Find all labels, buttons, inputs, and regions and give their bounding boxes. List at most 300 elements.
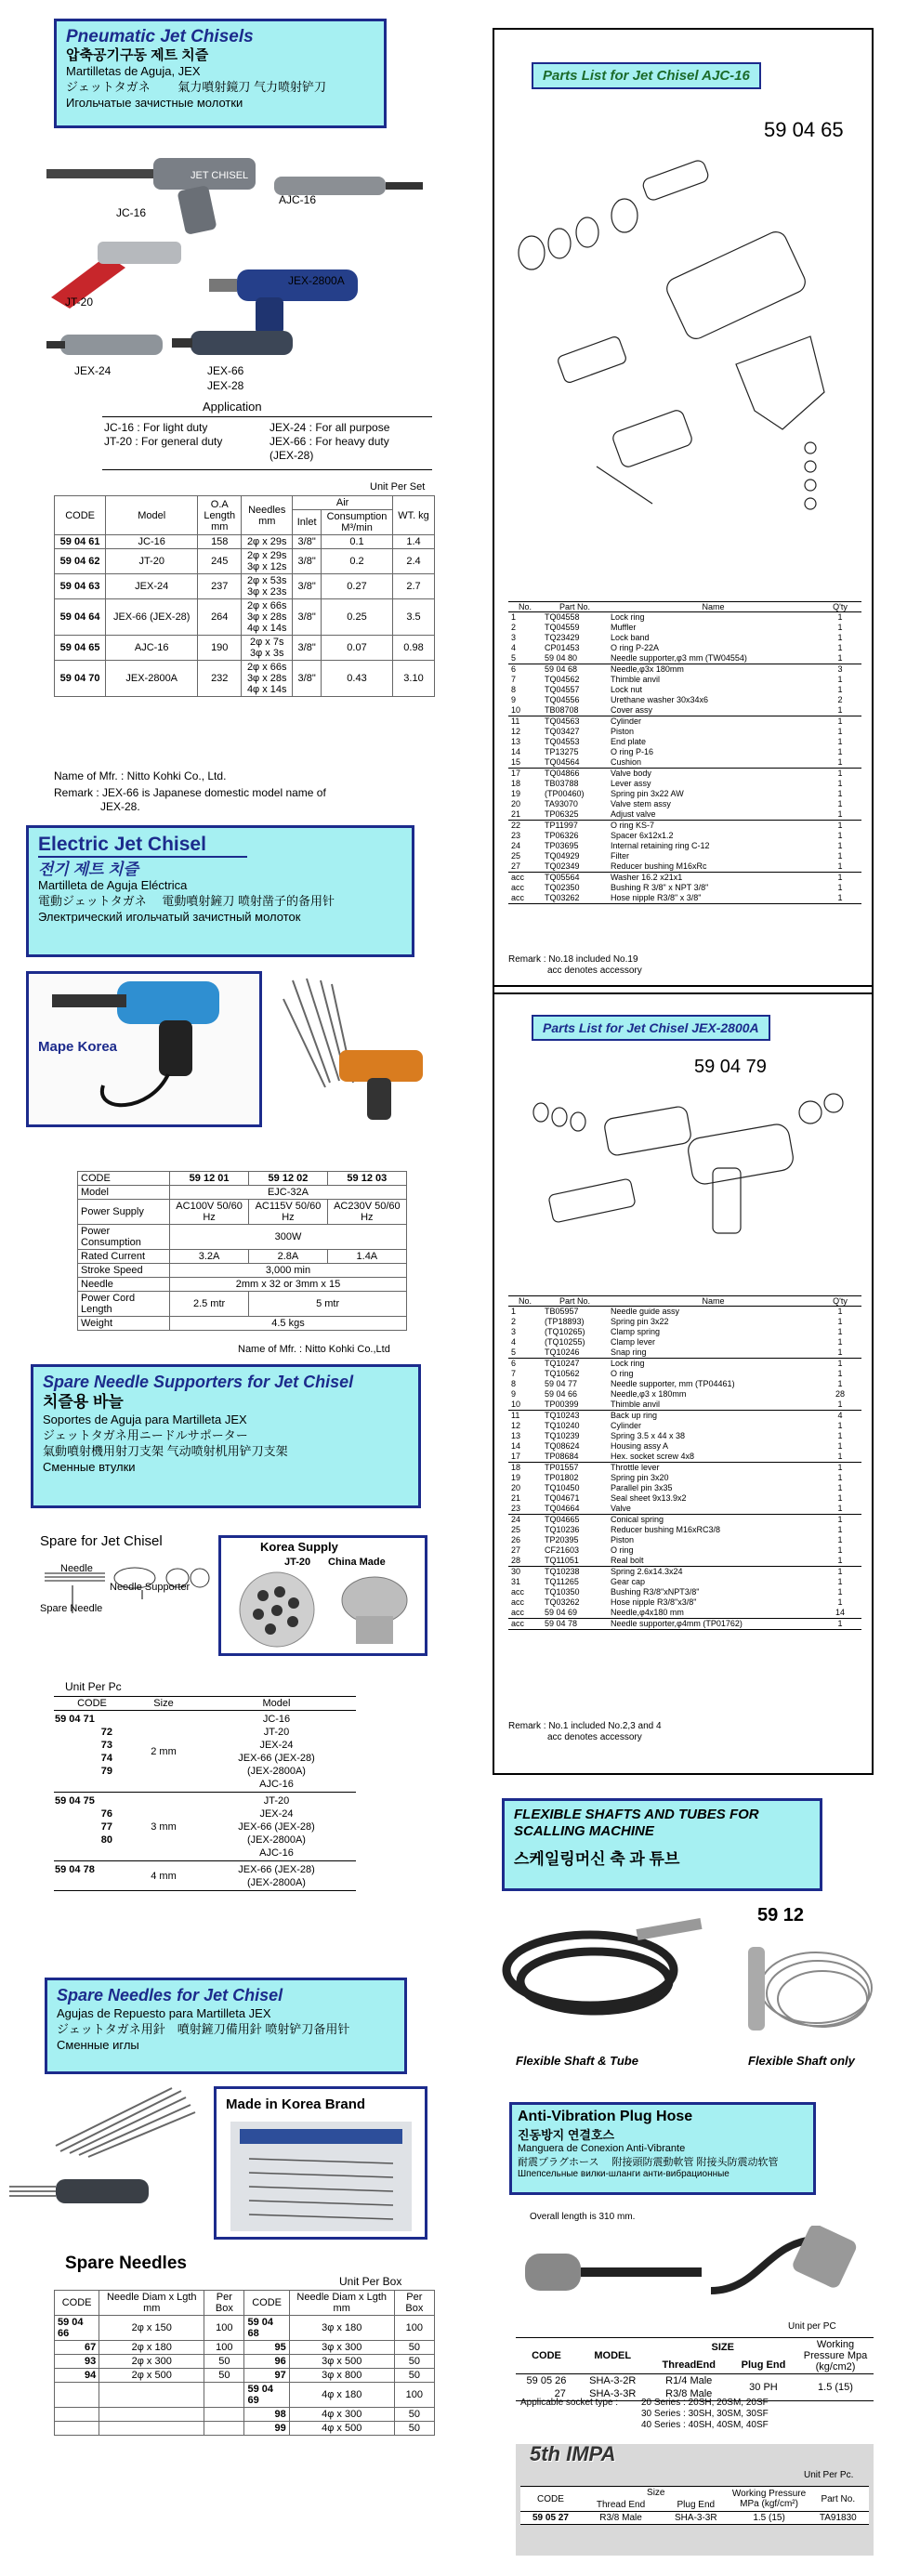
needle-spec: 2φ x 66s (246, 662, 287, 673)
part-code: TQ03262 (545, 893, 580, 902)
table-row (508, 883, 861, 893)
table-row (78, 1200, 407, 1225)
table-row (55, 2383, 435, 2408)
application-box (102, 416, 432, 470)
part-code: TQ02349 (545, 861, 580, 871)
pneumatic-russian: Игольчатые зачистные молотки (66, 96, 243, 110)
part-qty: 1 (837, 1359, 843, 1368)
th-oa: O.A Length mm (198, 496, 242, 535)
table-row (508, 737, 861, 747)
sn-cell: 4φ x 500 (289, 2422, 394, 2436)
antivib-applicable-40: 40 Series : 40SH, 40SM, 40SF (641, 2420, 769, 2430)
part-qty: 1 (837, 841, 843, 850)
cell-consumption: 0.27 (322, 574, 393, 599)
impa-part: TA91830 (819, 2513, 857, 2523)
table-row (508, 893, 861, 904)
table-row (508, 779, 861, 789)
part-code: TB03788 (545, 779, 579, 788)
cell-inlet: 3/8" (293, 636, 322, 661)
parts-jex-frame (493, 985, 874, 1775)
table-row (508, 1504, 861, 1515)
part-code: TP01802 (545, 1473, 579, 1482)
cell-consumption: 0.25 (322, 599, 393, 636)
part-no: 15 (511, 757, 521, 767)
part-name: Reducer bushing M16xRc (611, 861, 707, 871)
part-qty: 1 (837, 727, 843, 736)
part-qty: 1 (837, 705, 843, 715)
part-qty: 1 (837, 873, 843, 882)
flex-korean: 스케일링머신 축 과 튜브 (514, 1850, 680, 1868)
table-row (508, 727, 861, 737)
part-name: Internal retaining ring C-12 (611, 841, 710, 850)
electric-russian: Электрический игольчатый зачистный молоток (38, 910, 301, 924)
part-no: 30 (511, 1567, 521, 1576)
sn-header: CODE (244, 2291, 289, 2316)
sn-cell: 93 (55, 2355, 99, 2369)
table-row (508, 1389, 861, 1400)
part-qty: 1 (837, 809, 843, 819)
table-row (508, 841, 861, 851)
electric-chisel-photo (274, 971, 441, 1127)
av-th-thread: ThreadEnd (662, 2359, 716, 2371)
av-pressure: 1.5 (15) (818, 2382, 853, 2393)
table-row (508, 716, 861, 728)
part-no: 5 (511, 1347, 517, 1357)
cell-value: 3,000 min (169, 1264, 406, 1278)
sn-header: Per Box (204, 2291, 244, 2316)
table-row (508, 1327, 861, 1337)
sn-cell: 2φ x 500 (99, 2369, 204, 2383)
part-name: Spacer 6x12x1.2 (611, 831, 674, 840)
sn-cell (99, 2408, 204, 2422)
electric-mfr: Name of Mfr. : Nitto Kohki Co.,Ltd (238, 1344, 390, 1355)
part-qty: 1 (837, 1431, 843, 1440)
th-inlet: Inlet (293, 510, 322, 535)
table-row (78, 1292, 407, 1317)
model-value: JEX-24 (259, 1740, 294, 1751)
supporters-table (54, 1696, 356, 1891)
elec-th-code: CODE (78, 1172, 170, 1186)
table-row (508, 1307, 861, 1318)
model-value: AJC-16 (259, 1847, 294, 1859)
part-qty: 1 (837, 685, 843, 694)
needle-spec: 2φ x 53s (246, 575, 287, 586)
part-code: TB05957 (545, 1307, 579, 1316)
table-row (78, 1317, 407, 1331)
cell-models (197, 1711, 356, 1793)
cell-size: 4 mm (151, 1870, 177, 1882)
part-code: TQ10562 (545, 1369, 580, 1378)
part-code: TQ03262 (545, 1597, 580, 1607)
application-heading: Application (203, 400, 262, 414)
cell-wt: 2.4 (393, 549, 435, 574)
table-row (508, 757, 861, 769)
code-value: 79 (100, 1766, 112, 1777)
part-code: TQ10247 (545, 1359, 580, 1368)
part-qty: 1 (837, 861, 843, 871)
diagram-label-needle-supporter: Needle Supporter (110, 1582, 191, 1593)
part-code: TQ04665 (545, 1515, 580, 1524)
impa-code: 59 05 27 (532, 2513, 569, 2523)
spare-needles-title: Spare Needles for Jet Chisel (57, 1986, 283, 2004)
spare-needles-unit: Unit Per Box (339, 2275, 402, 2288)
part-no: 12 (511, 727, 521, 736)
table-row (508, 1337, 861, 1347)
part-qty: 1 (837, 643, 843, 652)
part-no: acc (511, 883, 525, 892)
sup-th-model: Model (262, 1698, 291, 1709)
part-no: 3 (511, 1327, 517, 1336)
code-value: 77 (100, 1821, 112, 1833)
table-row (508, 1421, 861, 1431)
av-thread-1: R1/4 Male (665, 2375, 713, 2386)
pneumatic-unit: Unit Per Set (370, 481, 426, 493)
part-no: acc (511, 893, 525, 902)
part-no: 17 (511, 769, 521, 778)
cell-label: Power Consumption (78, 1225, 170, 1250)
cell-model: JEX-66 (JEX-28) (106, 599, 198, 636)
cell-needles (242, 636, 293, 661)
part-code: TQ10243 (545, 1411, 580, 1420)
cell-value: AC230V 50/60 Hz (327, 1200, 406, 1225)
table-row (508, 809, 861, 821)
sn-cell: 50 (394, 2408, 434, 2422)
cell-size: 3 mm (151, 1820, 177, 1833)
part-code: TQ04866 (545, 769, 580, 778)
table-row (508, 643, 861, 653)
sn-cell: 50 (394, 2369, 434, 2383)
part-qty: 1 (837, 757, 843, 767)
part-code: TP06325 (545, 809, 579, 819)
part-no: 11 (511, 1411, 520, 1420)
table-row (78, 1278, 407, 1292)
part-name: O ring P-22A (611, 643, 660, 652)
part-name: Cover assy (611, 705, 653, 715)
spare-needles-spanish: Agujas de Repuesto para Martilleta JEX (57, 2006, 271, 2020)
cell-consumption: 0.2 (322, 549, 393, 574)
table-row (55, 549, 435, 574)
cell-value: 4.5 kgs (169, 1317, 406, 1331)
impa-plug: SHA-3-3R (675, 2513, 717, 2523)
cell-oa: 237 (198, 574, 242, 599)
part-no: 17 (511, 1452, 521, 1461)
sn-cell: 59 04 68 (244, 2316, 289, 2341)
code-value: 59 04 71 (55, 1714, 95, 1725)
antivib-applicable (520, 2398, 769, 2430)
flex-title-2: SCALLING MACHINE (514, 1823, 654, 1839)
part-no: acc (511, 873, 525, 882)
code-value: 72 (100, 1727, 112, 1738)
part-name: Hose nipple R3/8"x3/8" (611, 1597, 697, 1607)
part-qty: 1 (837, 1483, 843, 1492)
part-code: 59 04 66 (545, 1389, 578, 1399)
table-row (55, 2355, 435, 2369)
code-value: 76 (100, 1808, 112, 1820)
part-code: TP06326 (545, 831, 579, 840)
cell-wt: 3.10 (393, 661, 435, 697)
part-code: 59 04 68 (545, 664, 578, 674)
impa-box (516, 2444, 874, 2556)
part-code: TP03695 (545, 841, 579, 850)
supporters-russian: Сменные втулки (43, 1460, 136, 1474)
spare-needles-heading: Spare Needles (65, 2254, 187, 2273)
cell-wt: 1.4 (393, 535, 435, 549)
cell-value: EJC-32A (169, 1186, 406, 1200)
cell-code: 59 04 63 (55, 574, 106, 599)
sn-cell: 4φ x 300 (289, 2408, 394, 2422)
pneumatic-remark-line2: JEX-28. (100, 800, 140, 813)
part-qty: 1 (837, 747, 843, 756)
cell-model: AJC-16 (106, 636, 198, 661)
part-qty: 1 (837, 883, 843, 892)
impa-table (520, 2486, 869, 2525)
impa-th-code: CODE (537, 2493, 564, 2504)
cell-code: 59 04 70 (55, 661, 106, 697)
part-code: TP13275 (545, 747, 579, 756)
part-code: TP11997 (545, 821, 578, 830)
part-no: 7 (511, 1369, 517, 1378)
part-no: 5 (511, 653, 517, 663)
part-qty: 1 (837, 1452, 843, 1461)
cell-value: 3.2A (169, 1250, 248, 1264)
model-value: (JEX-2800A) (247, 1766, 306, 1777)
supporters-spanish: Soportes de Aguja para Martilleta JEX (43, 1413, 247, 1426)
part-qty: 1 (837, 779, 843, 788)
part-name: Spring 2.6x14.3x24 (611, 1567, 683, 1576)
part-no: 3 (511, 633, 517, 642)
table-row (54, 1793, 356, 1861)
impa-th-plug: Plug End (677, 2500, 716, 2510)
part-name: Reducer bushing M16xRC3/8 (611, 1525, 721, 1534)
pneumatic-mfr: Name of Mfr. : Nitto Kohki Co., Ltd. (54, 769, 227, 782)
part-name: Cushion (611, 757, 642, 767)
needle-spec: 3φ x 28s (246, 611, 287, 623)
th-needles: Needles mm (242, 496, 293, 535)
parts-jex-table (508, 1295, 861, 1630)
part-no: 25 (511, 851, 521, 861)
model-value: JT-20 (263, 1795, 290, 1807)
part-no: 19 (511, 789, 521, 798)
cell-code: 59 04 65 (55, 636, 106, 661)
ajc-th-name: Name (608, 602, 819, 612)
table-row (508, 1577, 861, 1587)
jex-th-name: Name (608, 1296, 819, 1307)
cell-label: Rated Current (78, 1250, 170, 1264)
part-name: Parallel pin 3x35 (611, 1483, 673, 1492)
cell-label: Stroke Speed (78, 1264, 170, 1278)
part-name: O ring (611, 1369, 634, 1378)
part-no: acc (511, 1587, 525, 1597)
part-code: 59 04 77 (545, 1379, 578, 1388)
part-name: Muffler (611, 623, 637, 632)
av-code-2: 27 (554, 2388, 566, 2399)
pneumatic-table (54, 495, 435, 697)
spare-needles-title-box (45, 1978, 407, 2074)
model-value: JEX-24 (259, 1808, 294, 1820)
part-name: Lever assy (611, 779, 651, 788)
pneumatic-remark-line1: Remark : JEX-66 is Japanese domestic model name of (54, 786, 326, 799)
model-value: (JEX-2800A) (247, 1877, 306, 1888)
label-jex66: JEX-66 (207, 364, 244, 377)
part-code: CF21603 (545, 1545, 580, 1555)
diagram-label-needle: Needle (60, 1563, 93, 1574)
part-no: 27 (511, 861, 521, 871)
part-name: Spring pin 3x22 AW (611, 789, 684, 798)
cell-inlet: 3/8" (293, 535, 322, 549)
part-no: 18 (511, 779, 521, 788)
part-no: 21 (511, 809, 521, 819)
needle-spec: 3φ x 23s (246, 586, 287, 598)
part-qty: 1 (837, 821, 843, 830)
antivib-applicable-label: Applicable socket type : (520, 2398, 619, 2408)
th-wt: WT. kg (393, 496, 435, 535)
part-code: 59 04 69 (545, 1608, 578, 1617)
korea-supply-label: Korea Supply (260, 1540, 338, 1554)
sn-cell (55, 2422, 99, 2436)
cell-needles (242, 661, 293, 697)
table-row (508, 612, 861, 624)
part-qty: 1 (837, 612, 843, 622)
table-row (55, 636, 435, 661)
sn-cell: 3φ x 500 (289, 2355, 394, 2369)
part-no: 4 (511, 1337, 517, 1347)
part-qty: 1 (837, 1337, 843, 1347)
cell-value: 2.8A (249, 1250, 327, 1264)
part-code: 59 04 78 (545, 1619, 578, 1628)
electric-title-box (26, 825, 414, 957)
table-row (508, 1473, 861, 1483)
part-code: TQ23429 (545, 633, 580, 642)
pneumatic-title: Pneumatic Jet Chisels (66, 27, 254, 46)
table-row (78, 1250, 407, 1264)
korea-brand-frame (214, 2086, 427, 2240)
cell-codes (54, 1793, 130, 1861)
part-qty: 1 (837, 831, 843, 840)
part-name: Needle,φ4x180 mm (611, 1608, 684, 1617)
antivib-title: Anti-Vibration Plug Hose (518, 2109, 693, 2124)
part-code: TQ04553 (545, 737, 580, 746)
cell-inlet: 3/8" (293, 574, 322, 599)
table-row (508, 1619, 861, 1630)
antivib-applicable-20: 20 Series : 20SH, 20SM, 20SF (641, 2398, 769, 2408)
cell-model: JEX-24 (106, 574, 198, 599)
sn-cell: 3φ x 800 (289, 2369, 394, 2383)
part-name: Cylinder (611, 1421, 642, 1430)
cell-needles (242, 574, 293, 599)
jex-th-qty: Q'ty (819, 1296, 861, 1307)
model-value: JEX-66 (JEX-28) (238, 1864, 315, 1875)
supporters-chinese: 氣動噴射機用射刀支架 气动喷射机用铲刀支架 (43, 1444, 288, 1458)
table-row (508, 1483, 861, 1493)
impa-title: 5th IMPA (530, 2442, 616, 2465)
table-row (508, 675, 861, 685)
part-qty: 1 (837, 1545, 843, 1555)
table-row (508, 653, 861, 664)
part-name: Needle supporter, mm (TP04461) (611, 1379, 735, 1388)
supporters-title: Spare Needle Supporters for Jet Chisel (43, 1373, 354, 1391)
impa-pressure: 1.5 (15) (753, 2513, 785, 2523)
sn-cell: 100 (394, 2383, 434, 2408)
part-name: Throttle lever (611, 1463, 660, 1472)
spare-needles-table (54, 2290, 435, 2436)
part-qty: 1 (837, 1619, 843, 1628)
supporters-diagram (40, 1533, 217, 1659)
part-code: TQ04563 (545, 716, 580, 726)
part-name: Snap ring (611, 1347, 647, 1357)
diagram-label-spare-needle: Spare Needle (40, 1603, 103, 1614)
part-name: Washer 16.2 x21x1 (611, 873, 683, 882)
table-row (508, 1411, 861, 1422)
part-no: 21 (511, 1493, 521, 1503)
part-name: Clamp lever (611, 1337, 656, 1347)
antivib-spanish: Manguera de Conexion Anti-Vibrante (518, 2143, 686, 2154)
application-jex24: JEX-24 : For all purpose (269, 421, 390, 434)
jex-th-part: Part No. (542, 1296, 608, 1307)
cell-code: 59 04 62 (55, 549, 106, 574)
flex-code: 59 12 (757, 1905, 805, 1925)
table-row (508, 821, 861, 832)
table-row (508, 695, 861, 705)
part-name: Thimble anvil (611, 1400, 661, 1409)
model-value: (JEX-2800A) (247, 1834, 306, 1846)
cell-codes (54, 1861, 130, 1891)
part-code: TQ10450 (545, 1483, 580, 1492)
th-air: Air (293, 496, 393, 510)
part-name: Filter (611, 851, 629, 861)
part-qty: 1 (837, 675, 843, 684)
table-row (508, 1493, 861, 1504)
part-qty: 1 (837, 1307, 843, 1316)
table-row (55, 2341, 435, 2355)
table-row (55, 2369, 435, 2383)
sn-cell: 50 (394, 2341, 434, 2355)
model-value: JEX-66 (JEX-28) (238, 1753, 315, 1764)
cell-codes (54, 1711, 130, 1793)
part-no: acc (511, 1619, 525, 1628)
needle-spec: 3φ x 3s (250, 648, 284, 659)
table-row (55, 599, 435, 636)
sup-th-code: CODE (77, 1698, 107, 1709)
part-no: 7 (511, 675, 517, 684)
cell-value: 1.4A (327, 1250, 406, 1264)
cell-value: AC115V 50/60 Hz (249, 1200, 327, 1225)
cell-models (197, 1793, 356, 1861)
part-name: Lock band (611, 633, 650, 642)
part-name: O ring (611, 1545, 634, 1555)
label-jt20: JT-20 (65, 296, 94, 309)
part-no: 13 (511, 737, 521, 746)
cell-wt: 0.98 (393, 636, 435, 661)
part-qty: 1 (837, 1493, 843, 1503)
ajc-th-no: No. (508, 602, 542, 612)
korea-supply-frame (218, 1535, 427, 1656)
part-qty: 1 (837, 893, 843, 902)
part-name: O ring KS-7 (611, 821, 655, 830)
supply-china: China Made (328, 1557, 386, 1568)
part-qty: 1 (837, 1379, 843, 1388)
av-th-size: SIZE (711, 2341, 734, 2353)
table-row (508, 1347, 861, 1359)
sn-cell: 94 (55, 2369, 99, 2383)
table-row (55, 2422, 435, 2436)
cell-value: 2.5 mtr (169, 1292, 248, 1317)
impa-th-thread: Thread End (596, 2500, 646, 2510)
cell-models (197, 1861, 356, 1891)
needle-spec: 2φ x 29s (246, 536, 287, 547)
table-row (508, 1515, 861, 1526)
table-row (54, 1861, 356, 1891)
part-qty: 1 (837, 851, 843, 861)
